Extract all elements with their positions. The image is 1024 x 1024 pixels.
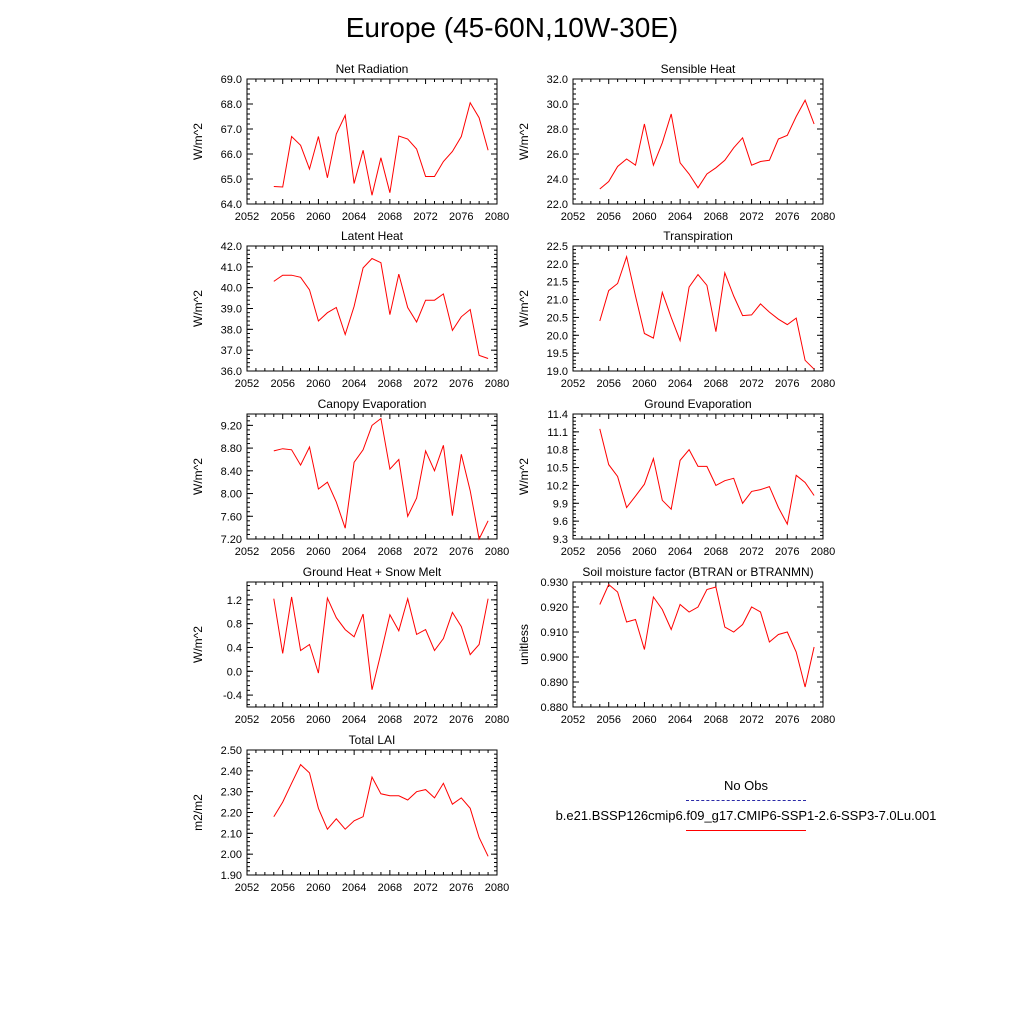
y-tick-label: 9.9 xyxy=(552,498,568,511)
y-tick-label: 40.0 xyxy=(220,282,242,295)
y-tick-label: 9.6 xyxy=(552,516,568,529)
series-line xyxy=(274,103,488,196)
y-tick-label: 2.10 xyxy=(220,828,242,841)
legend-obs-line xyxy=(686,800,806,801)
x-tick-label: 2064 xyxy=(341,546,367,558)
panel-2 xyxy=(517,62,835,223)
y-tick-label: 2.40 xyxy=(220,765,242,778)
x-tick-label: 2068 xyxy=(703,546,729,558)
x-tick-label: 2052 xyxy=(234,378,260,390)
x-tick-label: 2052 xyxy=(234,882,260,894)
plot-frame xyxy=(247,750,497,875)
y-tick-label: 7.60 xyxy=(220,511,242,524)
x-tick-label: 2060 xyxy=(306,882,331,894)
y-axis-label: W/m^2 xyxy=(191,458,205,495)
y-tick-label: 1.90 xyxy=(220,870,242,882)
plot-frame xyxy=(573,246,823,371)
x-tick-label: 2052 xyxy=(560,714,586,726)
x-tick-label: 2080 xyxy=(484,546,510,558)
x-tick-label: 2068 xyxy=(377,546,403,558)
y-tick-label: 1.2 xyxy=(226,594,242,607)
x-tick-label: 2076 xyxy=(449,211,474,223)
x-tick-label: 2060 xyxy=(632,714,657,726)
y-tick-label: 39.0 xyxy=(220,303,242,316)
y-tick-label: 41.0 xyxy=(220,261,242,274)
y-tick-label: 8.80 xyxy=(220,443,242,456)
y-tick-label: -0.4 xyxy=(223,690,242,703)
panel-6 xyxy=(517,397,835,558)
x-tick-label: 2080 xyxy=(484,714,510,726)
y-tick-label: 9.20 xyxy=(220,420,242,433)
x-tick-label: 2076 xyxy=(775,211,800,223)
x-tick-label: 2056 xyxy=(270,714,295,726)
x-tick-label: 2076 xyxy=(449,546,474,558)
panel-title: Net Radiation xyxy=(335,62,409,76)
series-line xyxy=(600,100,814,189)
panel-3 xyxy=(191,229,509,390)
y-tick-label: 0.8 xyxy=(226,618,242,631)
x-tick-label: 2052 xyxy=(560,546,586,558)
x-tick-label: 2060 xyxy=(306,714,331,726)
y-tick-label: 11.4 xyxy=(547,409,568,421)
y-tick-label: 26.0 xyxy=(546,149,568,161)
y-tick-label: 10.2 xyxy=(546,480,568,493)
x-tick-label: 2072 xyxy=(413,882,438,894)
y-tick-label: 42.0 xyxy=(220,241,242,253)
y-tick-label: 2.00 xyxy=(220,849,242,862)
legend-case-line xyxy=(686,830,806,831)
x-tick-label: 2080 xyxy=(484,378,510,390)
y-tick-label: 0.910 xyxy=(540,627,568,639)
x-tick-label: 2068 xyxy=(377,378,403,390)
y-axis-label: unitless xyxy=(517,624,531,665)
x-tick-label: 2076 xyxy=(775,714,800,726)
y-tick-label: 24.0 xyxy=(546,174,568,186)
y-tick-label: 10.5 xyxy=(546,462,568,475)
x-tick-label: 2072 xyxy=(413,714,438,726)
x-tick-label: 2064 xyxy=(667,211,693,223)
y-tick-label: 20.0 xyxy=(546,330,568,343)
plot-frame xyxy=(247,79,497,204)
y-tick-label: 65.0 xyxy=(220,174,242,186)
x-tick-label: 2076 xyxy=(775,378,800,390)
x-tick-label: 2056 xyxy=(596,714,621,726)
panel-7 xyxy=(191,565,509,726)
x-tick-label: 2068 xyxy=(703,211,729,223)
x-tick-label: 2060 xyxy=(306,378,331,390)
y-tick-label: 0.900 xyxy=(540,652,568,664)
x-tick-label: 2052 xyxy=(234,546,260,558)
panel-title: Ground Heat + Snow Melt xyxy=(302,565,442,579)
x-tick-label: 2064 xyxy=(667,714,693,726)
series-line xyxy=(274,765,488,857)
plot-frame xyxy=(247,414,497,539)
y-tick-label: 32.0 xyxy=(546,74,568,86)
x-tick-label: 2072 xyxy=(739,211,764,223)
y-tick-label: 68.0 xyxy=(220,99,242,111)
series-line xyxy=(274,419,488,540)
x-tick-label: 2064 xyxy=(667,546,693,558)
panel-title: Canopy Evaporation xyxy=(317,397,427,411)
y-tick-label: 2.30 xyxy=(220,786,242,799)
figure-title: Europe (45-60N,10W-30E) xyxy=(345,12,679,43)
x-tick-label: 2076 xyxy=(449,378,474,390)
x-tick-label: 2080 xyxy=(484,211,510,223)
panel-title: Total LAI xyxy=(348,733,396,747)
x-tick-label: 2052 xyxy=(560,211,586,223)
series-line xyxy=(274,597,488,690)
x-tick-label: 2052 xyxy=(234,211,260,223)
panel-title: Latent Heat xyxy=(340,229,404,243)
x-tick-label: 2064 xyxy=(341,714,367,726)
panel-1 xyxy=(191,62,509,223)
legend-obs-label: No Obs xyxy=(723,778,769,793)
y-tick-label: 0.920 xyxy=(540,602,568,614)
panel-8 xyxy=(517,565,835,726)
y-tick-label: 20.5 xyxy=(546,312,568,325)
y-tick-label: 36.0 xyxy=(220,366,242,378)
x-tick-label: 2080 xyxy=(810,211,836,223)
y-tick-label: 19.0 xyxy=(546,366,568,378)
y-tick-label: 22.5 xyxy=(546,241,568,253)
legend-case-label: b.e21.BSSP126cmip6.f09_g17.CMIP6-SSP1-2.6-SSP3-7.0Lu.001 xyxy=(555,808,937,823)
x-tick-label: 2072 xyxy=(739,546,764,558)
x-tick-label: 2072 xyxy=(739,714,764,726)
x-tick-label: 2080 xyxy=(810,546,836,558)
x-tick-label: 2060 xyxy=(632,546,657,558)
y-axis-label: W/m^2 xyxy=(191,626,205,663)
x-tick-label: 2060 xyxy=(306,211,331,223)
y-axis-label: W/m^2 xyxy=(517,123,531,160)
y-tick-label: 7.20 xyxy=(220,534,242,546)
x-tick-label: 2056 xyxy=(596,211,621,223)
y-tick-label: 11.1 xyxy=(547,426,568,439)
panel-9 xyxy=(191,733,509,894)
x-tick-label: 2064 xyxy=(667,378,693,390)
x-tick-label: 2068 xyxy=(703,378,729,390)
y-axis-label: m2/m2 xyxy=(191,794,205,831)
y-tick-label: 8.00 xyxy=(220,488,242,501)
panel-title: Transpiration xyxy=(663,229,733,243)
x-tick-label: 2056 xyxy=(596,546,621,558)
x-tick-label: 2056 xyxy=(596,378,621,390)
panel-4 xyxy=(517,229,835,390)
plot-frame xyxy=(573,79,823,204)
series-line xyxy=(274,259,488,359)
y-tick-label: 19.5 xyxy=(546,348,568,361)
y-tick-label: 22.0 xyxy=(546,258,568,271)
y-tick-label: 69.0 xyxy=(220,74,242,86)
x-tick-label: 2080 xyxy=(810,378,836,390)
x-tick-label: 2064 xyxy=(341,882,367,894)
y-tick-label: 28.0 xyxy=(546,124,568,136)
x-tick-label: 2072 xyxy=(413,546,438,558)
panel-title: Soil moisture factor (BTRAN or BTRANMN) xyxy=(582,565,814,579)
y-tick-label: 21.0 xyxy=(546,294,568,307)
plot-frame xyxy=(573,582,823,707)
x-tick-label: 2080 xyxy=(484,882,510,894)
y-tick-label: 8.40 xyxy=(220,465,242,478)
x-tick-label: 2072 xyxy=(413,211,438,223)
y-tick-label: 9.3 xyxy=(552,534,568,546)
y-tick-label: 0.880 xyxy=(540,702,568,714)
plot-frame xyxy=(247,246,497,371)
x-tick-label: 2068 xyxy=(377,882,403,894)
y-tick-label: 30.0 xyxy=(546,99,568,111)
x-tick-label: 2060 xyxy=(632,211,657,223)
y-tick-label: 22.0 xyxy=(546,199,568,211)
x-tick-label: 2076 xyxy=(449,882,474,894)
panel-title: Ground Evaporation xyxy=(644,397,752,411)
x-tick-label: 2056 xyxy=(270,546,295,558)
x-tick-label: 2056 xyxy=(270,882,295,894)
x-tick-label: 2064 xyxy=(341,211,367,223)
y-tick-label: 0.890 xyxy=(540,677,568,689)
x-tick-label: 2068 xyxy=(377,714,403,726)
x-tick-label: 2072 xyxy=(413,378,438,390)
y-axis-label: W/m^2 xyxy=(517,458,531,495)
series-line xyxy=(600,257,814,370)
y-tick-label: 21.5 xyxy=(546,276,568,289)
series-line xyxy=(600,429,814,524)
series-line xyxy=(600,585,814,688)
y-tick-label: 0.0 xyxy=(226,666,242,679)
x-tick-label: 2076 xyxy=(449,714,474,726)
x-tick-label: 2056 xyxy=(270,211,295,223)
y-axis-label: W/m^2 xyxy=(191,290,205,327)
y-tick-label: 0.930 xyxy=(540,577,568,589)
x-tick-label: 2076 xyxy=(775,546,800,558)
y-tick-label: 2.20 xyxy=(220,807,242,820)
x-tick-label: 2056 xyxy=(270,378,295,390)
y-tick-label: 37.0 xyxy=(220,345,242,358)
x-tick-label: 2080 xyxy=(810,714,836,726)
x-tick-label: 2052 xyxy=(560,378,586,390)
y-tick-label: 38.0 xyxy=(220,324,242,337)
panel-title: Sensible Heat xyxy=(660,62,736,76)
y-tick-label: 64.0 xyxy=(220,199,242,211)
x-tick-label: 2068 xyxy=(377,211,403,223)
y-tick-label: 0.4 xyxy=(226,642,242,655)
y-tick-label: 10.8 xyxy=(546,444,568,457)
y-axis-label: W/m^2 xyxy=(517,290,531,327)
x-tick-label: 2060 xyxy=(306,546,331,558)
y-tick-label: 2.50 xyxy=(220,745,242,757)
y-axis-label: W/m^2 xyxy=(191,123,205,160)
y-tick-label: 66.0 xyxy=(220,149,242,161)
x-tick-label: 2072 xyxy=(739,378,764,390)
x-tick-label: 2060 xyxy=(632,378,657,390)
x-tick-label: 2068 xyxy=(703,714,729,726)
panel-5 xyxy=(191,397,509,558)
x-tick-label: 2064 xyxy=(341,378,367,390)
y-tick-label: 67.0 xyxy=(220,124,242,136)
x-tick-label: 2052 xyxy=(234,714,260,726)
